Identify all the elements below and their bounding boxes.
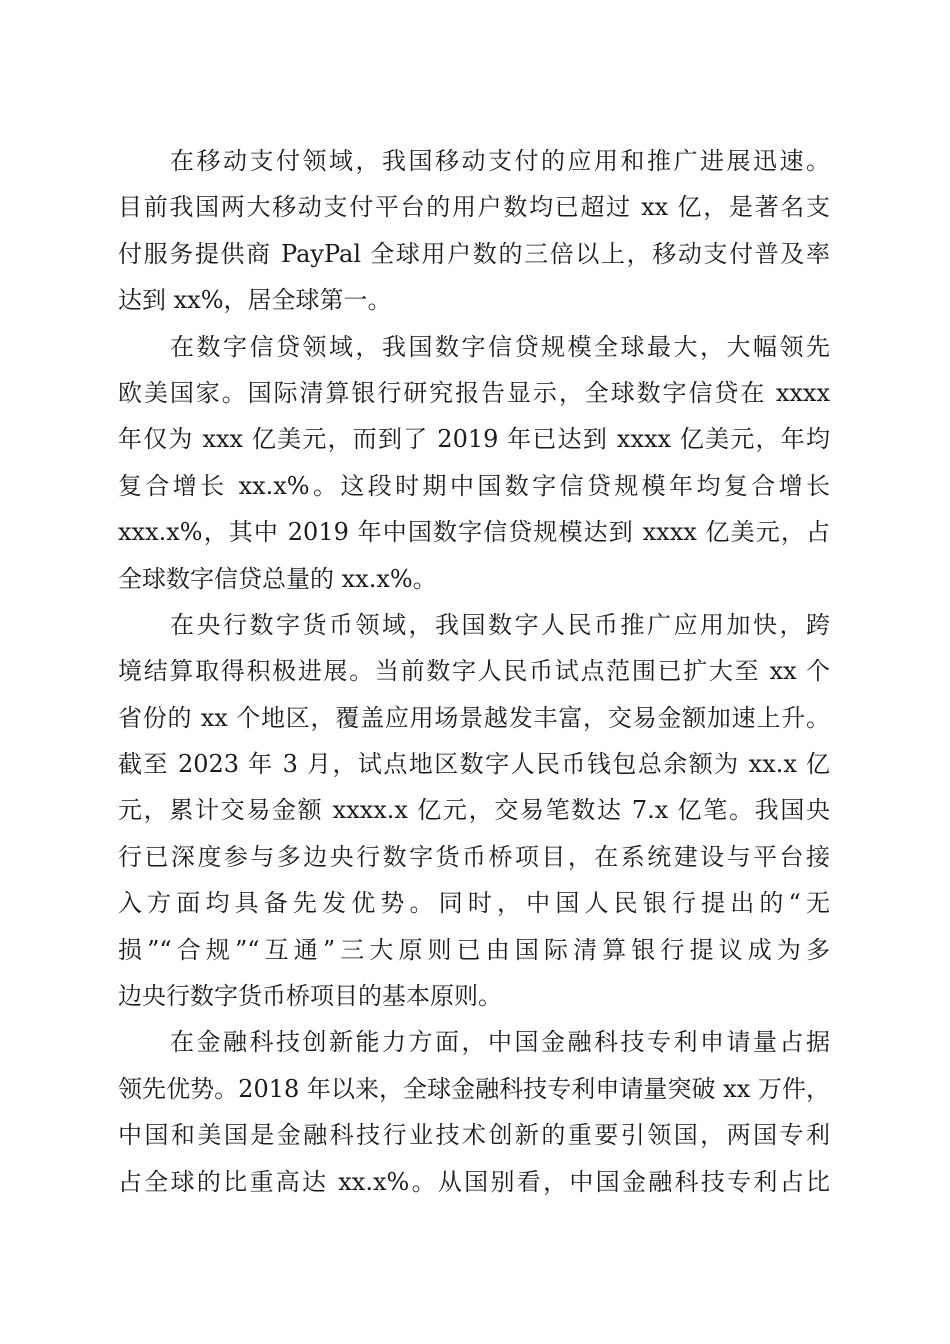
text-line: 损”“合规”“互通”三大原则已由国际清算银行提议成为多 — [118, 935, 830, 964]
text-line: 付服务提供商 PayPal 全球用户数的三倍以上，移动支付普及率 — [118, 239, 830, 268]
document-body — [118, 138, 830, 1205]
text-line: 占全球的比重高达 xx.x%。从国别看，中国金融科技专利占比 — [118, 1167, 830, 1196]
text-line: 全球数字信贷总量的 xx.x%。 — [118, 564, 437, 593]
text-line: 复合增长 xx.x%。这段时期中国数字信贷规模年均复合增长 — [118, 471, 830, 500]
text-line: 入方面均具备先发优势。同时，中国人民银行提出的“无 — [118, 889, 830, 918]
text-line: 在金融科技创新能力方面，中国金融科技专利申请量占据 — [170, 1028, 830, 1057]
paragraph-fintech-innovation — [118, 1019, 830, 1205]
paragraph-digital-credit — [118, 324, 830, 602]
text-line: 在移动支付领域，我国移动支付的应用和推广进展迅速。 — [170, 147, 830, 175]
text-line: 领先优势。2018 年以来，全球金融科技专利申请量突破 xx 万件， — [118, 1074, 830, 1103]
text-line: xxx.x%，其中 2019 年中国数字信贷规模达到 xxxx 亿美元，占 — [118, 518, 830, 547]
text-line: 欧美国家。国际清算银行研究报告显示，全球数字信贷在 xxxx — [118, 378, 830, 407]
text-line: 年仅为 xxx 亿美元，而到了 2019 年已达到 xxxx 亿美元，年均 — [118, 425, 830, 454]
text-line: 达到 xx%，居全球第一。 — [118, 286, 392, 315]
text-line: 在数字信贷领域，我国数字信贷规模全球最大，大幅领先 — [170, 332, 830, 361]
text-line: 元，累计交易金额 xxxx.x 亿元，交易笔数达 7.x 亿笔。我国央 — [118, 796, 830, 825]
text-line: 行已深度参与多边央行数字货币桥项目，在系统建设与平台接 — [118, 842, 830, 871]
text-line: 省份的 xx 个地区，覆盖应用场景越发丰富，交易金额加速上升。 — [118, 703, 830, 732]
paragraph-cbdc — [118, 602, 830, 1020]
text-line: 在央行数字货币领域，我国数字人民币推广应用加快，跨 — [170, 610, 830, 639]
text-line: 中国和美国是金融科技行业技术创新的重要引领国，两国专利 — [118, 1121, 830, 1150]
text-line: 境结算取得积极进展。当前数字人民币试点范围已扩大至 xx 个 — [118, 657, 830, 686]
text-line: 边央行数字货币桥项目的基本原则。 — [118, 982, 502, 1011]
paragraph-mobile-payment — [118, 138, 830, 324]
text-line: 目前我国两大移动支付平台的用户数均已超过 xx 亿，是著名支 — [118, 193, 830, 222]
text-line: 截至 2023 年 3 月，试点地区数字人民币钱包总余额为 xx.x 亿 — [118, 750, 830, 779]
